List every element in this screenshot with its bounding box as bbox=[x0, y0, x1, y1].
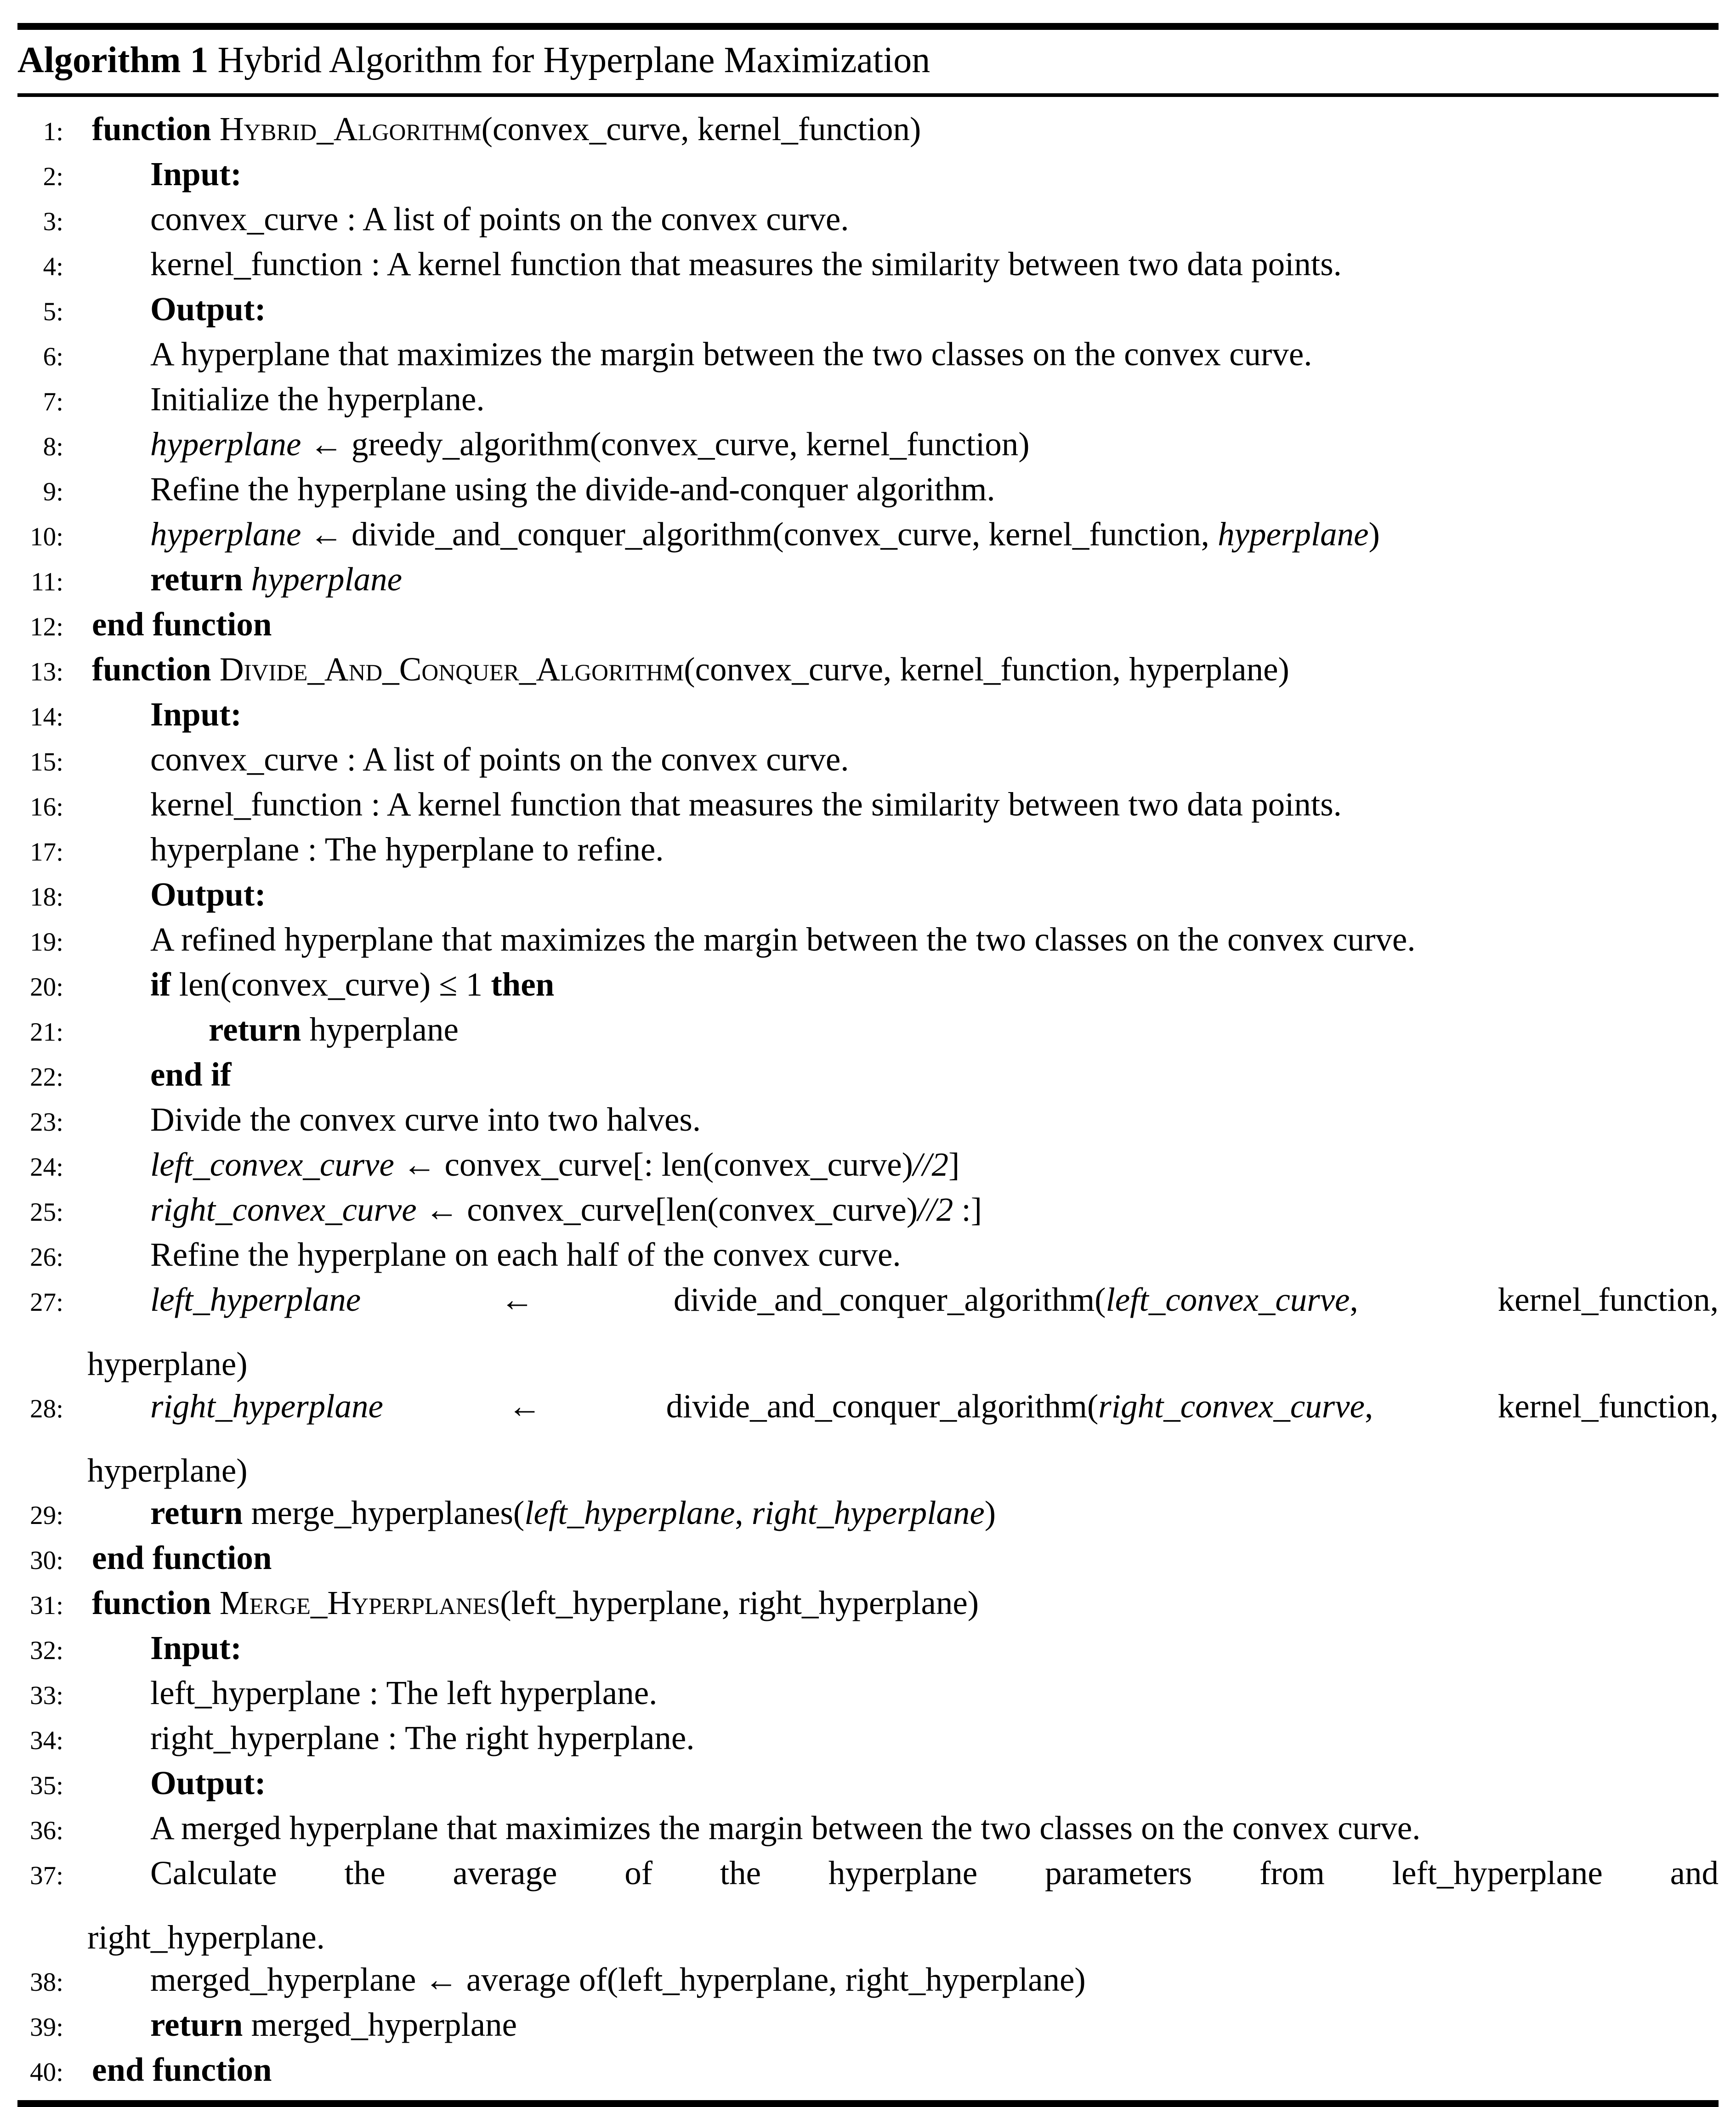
line-number: 29: bbox=[30, 1501, 63, 1530]
statement-text: , bbox=[735, 1494, 752, 1531]
line-statement bbox=[63, 828, 1719, 871]
algo-line-continuation bbox=[17, 1450, 1719, 1492]
line-number: 16: bbox=[30, 793, 63, 821]
line-statement bbox=[63, 1627, 1719, 1669]
line-number: 8: bbox=[43, 432, 63, 461]
algo-line bbox=[17, 1959, 1719, 2004]
keyword: if bbox=[150, 966, 179, 1003]
line-statement bbox=[63, 1144, 1719, 1186]
line-number: 14: bbox=[30, 702, 63, 731]
algo-line bbox=[17, 198, 1719, 243]
line-number: 7: bbox=[43, 387, 63, 416]
line-statement bbox=[63, 1762, 1719, 1804]
line-number: 31: bbox=[30, 1591, 63, 1620]
statement-text: A merged hyperplane that maximizes the margin between the two classes on the convex curve. bbox=[150, 1809, 1421, 1846]
line-statement bbox=[63, 333, 1719, 375]
line-statement bbox=[63, 1807, 1719, 1849]
statement-text: ← divide_and_conquer_algorithm(convex_curve, kernel_function, bbox=[301, 515, 1218, 553]
line-statement bbox=[63, 243, 1719, 285]
statement-text: convex_curve : A list of points on the convex curve. bbox=[150, 741, 849, 778]
statement-text: merge_hyperplanes( bbox=[251, 1494, 525, 1531]
algo-line bbox=[17, 108, 1719, 153]
keyword: Input: bbox=[150, 155, 242, 193]
algo-line bbox=[17, 828, 1719, 873]
procedure-name: Merge_Hyperplanes bbox=[219, 1584, 500, 1621]
keyword: end function bbox=[92, 1539, 272, 1576]
line-statement bbox=[63, 198, 1719, 240]
line-number: 4: bbox=[43, 252, 63, 281]
identifier: hyperplane bbox=[1218, 515, 1369, 553]
line-number: 5: bbox=[43, 297, 63, 326]
algo-line bbox=[17, 1537, 1719, 1582]
statement-text: Refine the hyperplane on each half of the convex curve. bbox=[150, 1236, 901, 1273]
statement-text: kernel_function : A kernel function that measures the similarity between two data points. bbox=[150, 786, 1342, 823]
line-statement bbox=[63, 1852, 1719, 1894]
statement-text: ] bbox=[948, 1146, 960, 1183]
statement-text: right_hyperplane : The right hyperplane. bbox=[150, 1719, 695, 1756]
line-statement bbox=[63, 423, 1719, 465]
line-number: 1: bbox=[43, 117, 63, 146]
algo-line bbox=[17, 1054, 1719, 1099]
procedure-name: Hybrid_Algorithm bbox=[219, 110, 482, 147]
line-statement bbox=[63, 378, 1719, 420]
line-number: 40: bbox=[30, 2058, 63, 2087]
algorithm-body bbox=[0, 97, 1736, 2094]
line-number: 32: bbox=[30, 1636, 63, 1665]
algo-line bbox=[17, 1279, 1719, 1324]
statement-text: hyperplane bbox=[309, 1011, 459, 1048]
line-statement bbox=[63, 2049, 1719, 2091]
identifier: hyperplane bbox=[251, 561, 403, 598]
line-statement bbox=[63, 738, 1719, 781]
algo-line bbox=[17, 918, 1719, 963]
bottom-rule bbox=[17, 2100, 1719, 2107]
keyword: function bbox=[92, 110, 220, 147]
line-number: 39: bbox=[30, 2013, 63, 2042]
line-statement bbox=[63, 603, 1719, 646]
statement-text: right_hyperplane. bbox=[87, 1919, 325, 1956]
keyword: end function bbox=[92, 2051, 272, 2088]
identifier: hyperplane bbox=[150, 425, 301, 463]
keyword: Input: bbox=[150, 696, 242, 733]
statement-text: Refine the hyperplane using the divide-and-conquer algorithm. bbox=[150, 470, 995, 508]
keyword: function bbox=[92, 651, 220, 688]
statement-text: (convex_curve, kernel_function) bbox=[481, 110, 921, 147]
line-number: 3: bbox=[43, 207, 63, 236]
identifier: //2 bbox=[918, 1191, 953, 1228]
algo-line bbox=[17, 1672, 1719, 1717]
top-rule bbox=[17, 23, 1719, 30]
statement-text: A refined hyperplane that maximizes the margin between the two classes on the convex curve. bbox=[150, 921, 1416, 958]
line-number: 27: bbox=[30, 1288, 63, 1317]
line-statement bbox=[63, 513, 1719, 555]
identifier: left_hyperplane bbox=[150, 1281, 361, 1318]
algo-line bbox=[17, 603, 1719, 648]
algo-line bbox=[17, 1807, 1719, 1852]
statement-text: ← convex_curve[: len(convex_curve) bbox=[394, 1146, 913, 1183]
identifier: right_hyperplane bbox=[150, 1388, 383, 1425]
line-number: 10: bbox=[30, 522, 63, 551]
statement-text: , kernel_function, bbox=[1364, 1388, 1719, 1425]
algo-line bbox=[17, 1385, 1719, 1430]
keyword: Output: bbox=[150, 290, 266, 328]
line-statement bbox=[63, 108, 1719, 150]
line-number: 34: bbox=[30, 1726, 63, 1755]
algorithm-label: Algorithm 1 bbox=[17, 40, 209, 80]
algo-line bbox=[17, 423, 1719, 468]
keyword: end if bbox=[150, 1056, 232, 1093]
statement-text: A hyperplane that maximizes the margin between the two classes on the convex curve. bbox=[150, 335, 1312, 373]
line-statement bbox=[63, 2004, 1719, 2046]
line-statement bbox=[63, 1189, 1719, 1231]
line-statement bbox=[17, 1450, 1719, 1492]
statement-text: ← convex_curve[len(convex_curve) bbox=[416, 1191, 918, 1228]
statement-text: (convex_curve, kernel_function, hyperplane) bbox=[684, 651, 1289, 688]
algo-line bbox=[17, 1189, 1719, 1234]
statement-text: merged_hyperplane ← average of(left_hyperplane, right_hyperplane) bbox=[150, 1961, 1086, 1998]
line-statement bbox=[63, 558, 1719, 600]
keyword: Input: bbox=[150, 1629, 242, 1666]
identifier: hyperplane bbox=[150, 515, 301, 553]
algo-line bbox=[17, 243, 1719, 288]
line-number: 37: bbox=[30, 1861, 63, 1890]
statement-text: (left_hyperplane, right_hyperplane) bbox=[500, 1584, 979, 1621]
algo-line bbox=[17, 558, 1719, 603]
algo-line bbox=[17, 873, 1719, 918]
caption-rule bbox=[17, 93, 1719, 97]
line-number: 35: bbox=[30, 1771, 63, 1800]
procedure-name: Divide_And_Conquer_Algorithm bbox=[219, 651, 684, 688]
algo-line bbox=[17, 693, 1719, 738]
keyword: then bbox=[491, 966, 555, 1003]
identifier: left_convex_curve bbox=[150, 1146, 394, 1183]
line-statement bbox=[63, 1099, 1719, 1141]
algo-line bbox=[17, 1627, 1719, 1672]
algo-line bbox=[17, 1144, 1719, 1189]
line-statement bbox=[63, 1672, 1719, 1714]
keyword: end function bbox=[92, 606, 272, 643]
line-statement bbox=[63, 693, 1719, 736]
algorithm-page bbox=[0, 23, 1736, 2088]
algo-line bbox=[17, 1582, 1719, 1627]
algo-line bbox=[17, 2004, 1719, 2049]
line-number: 38: bbox=[30, 1968, 63, 1997]
keyword: return bbox=[209, 1011, 310, 1048]
line-number: 36: bbox=[30, 1816, 63, 1845]
keyword: function bbox=[92, 1584, 220, 1621]
statement-text: hyperplane) bbox=[87, 1452, 248, 1489]
line-number: 17: bbox=[30, 838, 63, 867]
line-statement bbox=[63, 1537, 1719, 1579]
line-number: 9: bbox=[43, 477, 63, 506]
line-number: 33: bbox=[30, 1681, 63, 1710]
line-statement bbox=[63, 1054, 1719, 1096]
statement-text: , kernel_function, bbox=[1350, 1281, 1719, 1318]
algorithm-caption bbox=[0, 30, 1736, 93]
keyword: Output: bbox=[150, 1764, 266, 1801]
identifier: //2 bbox=[913, 1146, 949, 1183]
line-statement bbox=[63, 918, 1719, 961]
line-statement bbox=[63, 873, 1719, 916]
line-number: 22: bbox=[30, 1063, 63, 1092]
line-number: 23: bbox=[30, 1108, 63, 1137]
algo-line-continuation bbox=[17, 1343, 1719, 1385]
algo-line-continuation bbox=[17, 1916, 1719, 1959]
algo-line bbox=[17, 513, 1719, 558]
line-statement bbox=[17, 1343, 1719, 1385]
line-statement bbox=[63, 1582, 1719, 1624]
algorithm-title: Hybrid Algorithm for Hyperplane Maximization bbox=[217, 40, 930, 80]
statement-text: convex_curve : A list of points on the convex curve. bbox=[150, 200, 849, 238]
algo-line bbox=[17, 2049, 1719, 2094]
keyword: return bbox=[150, 2006, 251, 2043]
keyword: return bbox=[150, 1494, 251, 1531]
line-number: 24: bbox=[30, 1153, 63, 1182]
algo-line bbox=[17, 153, 1719, 198]
line-statement bbox=[63, 1959, 1719, 2001]
line-statement bbox=[63, 1385, 1719, 1427]
algo-line bbox=[17, 288, 1719, 333]
statement-text: hyperplane : The hyperplane to refine. bbox=[150, 831, 664, 868]
algo-line bbox=[17, 648, 1719, 693]
algo-line bbox=[17, 378, 1719, 423]
keyword: Output: bbox=[150, 876, 266, 913]
line-number: 12: bbox=[30, 612, 63, 641]
statement-text: ← divide_and_conquer_algorithm( bbox=[361, 1281, 1106, 1318]
statement-text: kernel_function : A kernel function that measures the similarity between two data points. bbox=[150, 245, 1342, 283]
line-statement bbox=[63, 1717, 1719, 1759]
line-number: 6: bbox=[43, 342, 63, 371]
line-number: 2: bbox=[43, 162, 63, 191]
algo-line bbox=[17, 1762, 1719, 1807]
identifier: right_convex_curve bbox=[150, 1191, 417, 1228]
line-number: 25: bbox=[30, 1198, 63, 1227]
line-number: 13: bbox=[30, 657, 63, 686]
statement-text: ) bbox=[1368, 515, 1380, 553]
line-statement bbox=[63, 468, 1719, 510]
statement-text: Calculate the average of the hyperplane parameters from left_hyperplane and bbox=[150, 1854, 1719, 1892]
statement-text: :] bbox=[953, 1191, 982, 1228]
algo-line bbox=[17, 468, 1719, 513]
identifier: right_hyperplane bbox=[751, 1494, 985, 1531]
line-number: 18: bbox=[30, 883, 63, 912]
algo-line bbox=[17, 1717, 1719, 1762]
statement-text: ← greedy_algorithm(convex_curve, kernel_function) bbox=[301, 425, 1030, 463]
statement-text: ← divide_and_conquer_algorithm( bbox=[383, 1388, 1099, 1425]
line-statement bbox=[17, 1916, 1719, 1959]
line-statement bbox=[63, 288, 1719, 330]
algo-line bbox=[17, 783, 1719, 828]
algo-line bbox=[17, 963, 1719, 1008]
algo-line bbox=[17, 738, 1719, 783]
line-statement bbox=[63, 648, 1719, 691]
algo-line bbox=[17, 1099, 1719, 1144]
line-number: 19: bbox=[30, 928, 63, 957]
algo-line bbox=[17, 1492, 1719, 1537]
statement-text: len(convex_curve) ≤ 1 bbox=[179, 966, 491, 1003]
statement-text: Divide the convex curve into two halves. bbox=[150, 1101, 701, 1138]
algo-line bbox=[17, 1008, 1719, 1054]
line-statement bbox=[63, 963, 1719, 1006]
statement-text: Initialize the hyperplane. bbox=[150, 380, 485, 418]
statement-text: left_hyperplane : The left hyperplane. bbox=[150, 1674, 658, 1711]
line-statement bbox=[63, 1008, 1719, 1051]
identifier: left_convex_curve bbox=[1106, 1281, 1350, 1318]
line-statement bbox=[63, 1234, 1719, 1276]
statement-text: merged_hyperplane bbox=[251, 2006, 517, 2043]
line-number: 28: bbox=[30, 1394, 63, 1423]
identifier: right_convex_curve bbox=[1098, 1388, 1365, 1425]
algo-line bbox=[17, 333, 1719, 378]
line-number: 26: bbox=[30, 1243, 63, 1272]
keyword: return bbox=[150, 561, 251, 598]
identifier: left_hyperplane bbox=[524, 1494, 735, 1531]
algo-line bbox=[17, 1234, 1719, 1279]
line-statement bbox=[63, 1279, 1719, 1321]
line-statement bbox=[63, 1492, 1719, 1534]
statement-text: hyperplane) bbox=[87, 1345, 248, 1382]
line-number: 11: bbox=[31, 567, 63, 596]
line-statement bbox=[63, 783, 1719, 826]
line-number: 20: bbox=[30, 973, 63, 1002]
line-statement bbox=[63, 153, 1719, 195]
statement-text: ) bbox=[984, 1494, 996, 1531]
algo-line bbox=[17, 1852, 1719, 1897]
line-number: 15: bbox=[30, 748, 63, 776]
line-number: 30: bbox=[30, 1546, 63, 1575]
line-number: 21: bbox=[30, 1018, 63, 1047]
